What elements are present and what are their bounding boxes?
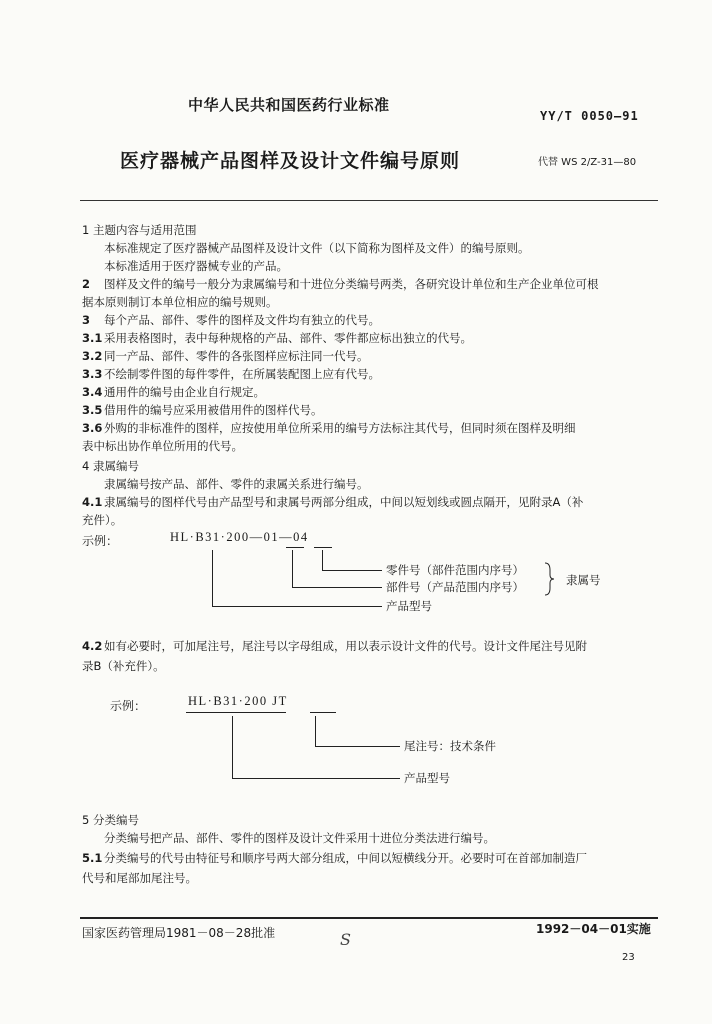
section-2-text: 图样及文件的编号一般分为隶属编号和十进位分类编号两类，各研究设计单位和生产企业单位可根 (104, 277, 599, 291)
section-4-title: 4 隶属编号 (82, 459, 139, 473)
section-5-1-text: 分类编号的代号由特征号和顺序号两大部分组成，中间以短横线分开。必要时可在首部加制造厂 (104, 851, 587, 865)
section-4-1-line-2: 充件）。 (82, 513, 123, 527)
example-2-label: 示例： (110, 699, 147, 713)
section-2-line-2: 据本原则制订本单位相应的编号规则。 (82, 295, 278, 309)
section-3-number: 3 (82, 313, 91, 327)
section-3-1 (82, 330, 472, 346)
example-2-code: HL·B31·200 JT (188, 694, 288, 708)
section-3-2 (82, 348, 369, 364)
section-3-4-number: 3.4 (82, 385, 103, 399)
section-3-3 (82, 366, 380, 382)
footer-divider (80, 917, 658, 919)
example-2-product-model: 产品型号 (404, 771, 450, 785)
section-2-number: 2 (82, 277, 91, 291)
section-2-line-1 (82, 276, 599, 292)
section-4-1-line-1 (82, 494, 583, 510)
example-1-assembly-no: 部件号（产品范围内序号） (386, 580, 524, 594)
example-2-underline-code (186, 712, 286, 713)
section-5-1-number: 5.1 (82, 851, 103, 865)
page-number: 23 (622, 952, 635, 963)
section-3-1-text: 采用表格图时，表中每种规格的产品、部件、零件都应标出独立的代号。 (104, 331, 472, 345)
example-1-brace (543, 562, 555, 596)
section-3-6-text: 外购的非标准件的图样，应按使用单位所采用的编号方法标注其代号，但同时须在图样及明细 (104, 421, 576, 435)
section-3-text: 每个产品、部件、零件的图样及文件均有独立的代号。 (104, 313, 380, 327)
replaces-note: 代替 WS 2/Z-31—80 (538, 157, 637, 168)
section-3-4-text: 通用件的编号由企业自行规定。 (104, 385, 265, 399)
handwritten-mark: S (340, 930, 351, 949)
section-3-5 (82, 402, 323, 418)
section-3-4 (82, 384, 265, 400)
example-1-connector-part-h (322, 570, 382, 571)
example-1-label: 示例： (82, 534, 119, 548)
example-1-part-no: 零件号（部件范围内序号） (386, 563, 524, 577)
section-4-1-text: 隶属编号的图样代号由产品型号和隶属号两部分组成，中间以短划线或圆点隔开，见附录A（补 (104, 495, 584, 509)
effective-date: 1992－04－01实施 (536, 922, 651, 936)
section-1-paragraph-1: 本标准规定了医疗器械产品图样及设计文件（以下简称为图样及文件）的编号原则。 (104, 241, 530, 255)
section-4-paragraph: 隶属编号按产品、部件、零件的隶属关系进行编号。 (104, 477, 369, 491)
section-3-1-number: 3.1 (82, 331, 103, 345)
section-3-6-number: 3.6 (82, 421, 103, 435)
standard-code: YY/T 0050—91 (540, 109, 639, 123)
example-1-connector-assembly-v (292, 550, 293, 587)
section-3-3-number: 3.3 (82, 367, 103, 381)
example-1-code: HL·B31·200—01—04 (170, 530, 309, 544)
section-5-paragraph: 分类编号把产品、部件、零件的图样及设计文件采用十进位分类法进行编号。 (104, 831, 495, 845)
header-divider (80, 200, 658, 201)
document-title: 医疗器械产品图样及设计文件编号原则 (120, 150, 461, 172)
example-2-suffix-label: 尾注号：技术条件 (404, 739, 496, 753)
example-1-connector-part-v (322, 550, 323, 570)
issuing-organization: 中华人民共和国医药行业标准 (188, 96, 390, 114)
example-2-connector-suffix-h (315, 746, 400, 747)
section-3-5-text: 借用件的编号应采用被借用件的图样代号。 (104, 403, 323, 417)
example-2-connector-suffix-v (315, 716, 316, 746)
section-1-title: 1 主题内容与适用范围 (82, 223, 197, 237)
section-3-2-number: 3.2 (82, 349, 103, 363)
section-3 (82, 312, 380, 328)
example-1-group-label: 隶属号 (566, 573, 601, 587)
section-4-2-line-1 (82, 638, 587, 654)
section-4-2-line-2: 录B（补充件）。 (82, 659, 165, 673)
example-1-connector-model-v (212, 550, 213, 606)
section-3-5-number: 3.5 (82, 403, 103, 417)
approval-note: 国家医药管理局1981－08－28批准 (82, 926, 276, 940)
section-3-6-line-2: 表中标出协作单位所用的代号。 (82, 439, 243, 453)
section-3-2-text: 同一产品、部件、零件的各张图样应标注同一代号。 (104, 349, 369, 363)
section-4-1-number: 4.1 (82, 495, 103, 509)
example-1-underline-04 (314, 547, 332, 548)
section-3-6-line-1 (82, 420, 576, 436)
example-2-connector-model-v (232, 716, 233, 778)
section-4-2-text: 如有必要时，可加尾注号，尾注号以字母组成，用以表示设计文件的代号。设计文件尾注号见附 (104, 639, 587, 653)
section-3-3-text: 不绘制零件图的每件零件，在所属装配图上应有代号。 (104, 367, 380, 381)
example-2-underline-suffix (310, 712, 336, 713)
section-4-2-number: 4.2 (82, 639, 103, 653)
section-5-1-line-2: 代号和尾部加尾注号。 (82, 871, 197, 885)
section-1-paragraph-2: 本标准适用于医疗器械专业的产品。 (104, 259, 288, 273)
example-1-underline-01 (286, 547, 304, 548)
example-1-connector-model-h (212, 606, 382, 607)
example-1-connector-assembly-h (292, 587, 382, 588)
section-5-1-line-1 (82, 850, 587, 866)
example-1-product-model: 产品型号 (386, 599, 432, 613)
example-2-connector-model-h (232, 778, 400, 779)
section-5-title: 5 分类编号 (82, 813, 139, 827)
